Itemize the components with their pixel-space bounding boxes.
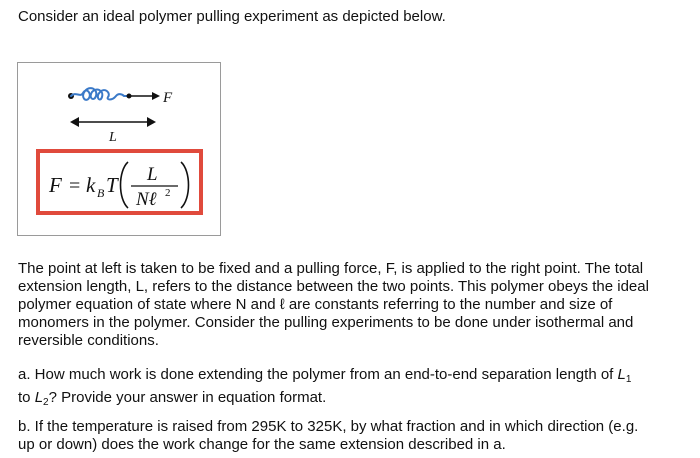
question-a-L1-subscript: 1 bbox=[625, 374, 632, 385]
description-line: The point at left is taken to be fixed and a pulling force, F, is applied to the right point. The total bbox=[18, 260, 644, 277]
question-a bbox=[18, 366, 686, 412]
equation-equals: = bbox=[69, 175, 81, 197]
fraction-denominator: Nℓ bbox=[136, 189, 157, 210]
equation-box bbox=[38, 151, 201, 213]
intro-text: Consider an ideal polymer pulling experiment as depicted below. bbox=[18, 8, 446, 25]
question-a-line-2 bbox=[18, 389, 686, 412]
description-line: reversible conditions. bbox=[18, 332, 159, 349]
question-a-line-1 bbox=[18, 366, 686, 389]
question-a-text: a. How much work is done extending the polymer from an end-to-end separation length of bbox=[18, 366, 618, 383]
description-line: monomers in the polymer. Consider the pulling experiments to be done under isothermal and bbox=[18, 314, 634, 331]
polymer-figure bbox=[17, 62, 221, 236]
length-arrowhead-right bbox=[147, 117, 156, 127]
question-a-L2: L bbox=[34, 389, 44, 406]
equation-T: T bbox=[106, 173, 118, 197]
description-line: polymer equation of state where N and ℓ are constants referring to the number and size of bbox=[18, 296, 613, 313]
length-arrowhead-left bbox=[70, 117, 79, 127]
equation-k: k bbox=[86, 173, 96, 197]
polymer-diagram bbox=[18, 63, 222, 237]
fraction-denominator-exponent: 2 bbox=[165, 187, 171, 199]
question-a-to: to bbox=[18, 389, 35, 406]
pulled-point bbox=[127, 94, 132, 99]
question-b-line: up or down) does the work change for the same extension described in a. bbox=[18, 436, 506, 453]
equation-k-subscript: B bbox=[97, 186, 105, 200]
question-a-L2-subscript: 2 bbox=[43, 397, 49, 408]
equation-lhs: F bbox=[49, 173, 62, 197]
description-line: extension length, L, refers to the distance between the two points. This polymer obeys the ideal bbox=[18, 278, 649, 295]
polymer-chain bbox=[71, 88, 128, 100]
question-a-prompt: ? Provide your answer in equation format. bbox=[48, 389, 327, 406]
force-label: F bbox=[163, 90, 173, 106]
question-b-line: b. If the temperature is raised from 295K to 325K, by what fraction and in which direction (e.g. bbox=[18, 418, 639, 435]
force-arrowhead bbox=[152, 92, 160, 100]
question-b bbox=[18, 418, 686, 454]
fraction-numerator: L bbox=[147, 164, 158, 185]
description-paragraph bbox=[18, 260, 686, 350]
length-label: L bbox=[109, 130, 117, 145]
question-a-L1: L bbox=[617, 366, 626, 383]
